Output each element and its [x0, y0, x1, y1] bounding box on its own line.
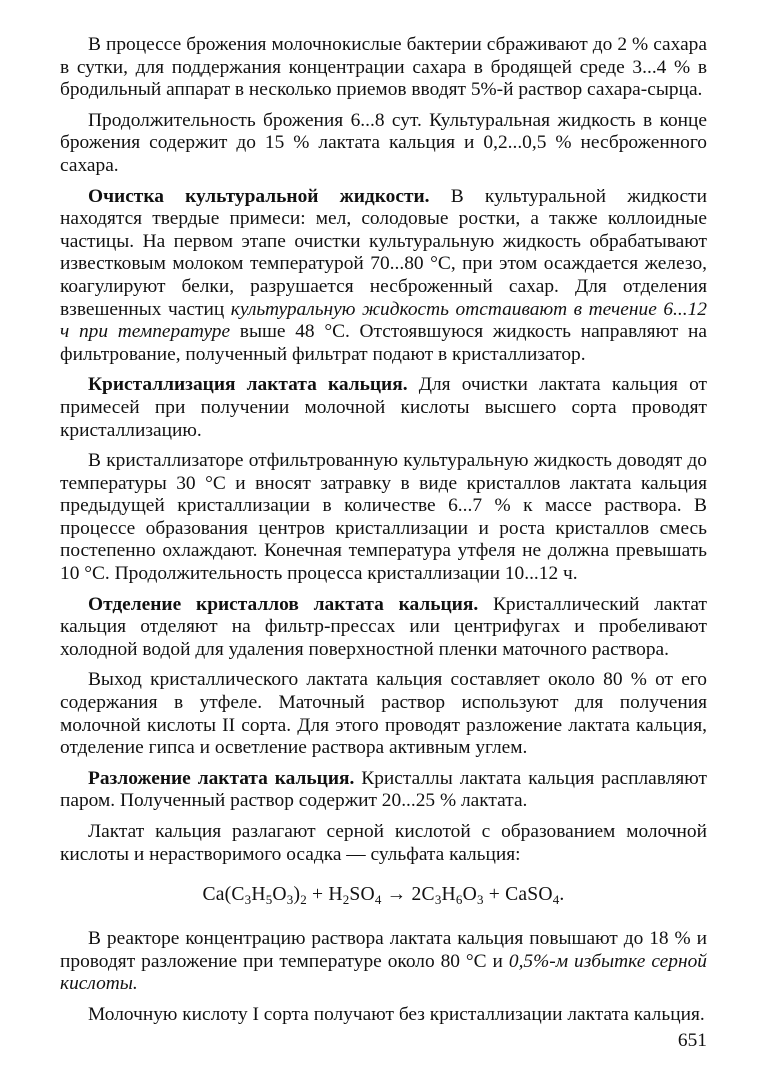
- paragraph-text: Кристаллы лактата кальция расплавляют паром. Полученный раствор содержит 20...25 % лактата.: [60, 767, 707, 812]
- paragraph-text: В кристаллизаторе отфильтрованную культуральную жидкость доводят до температуры 30 °С и вносят затравку в виде кристаллов лактата кальция предыдущей кристаллизации в количестве 6...7 % к массе раствора. В процессе образования центров кристаллизации и роста кристаллов смесь постепенно охлаждают. Конечная температура утфеля не должна превышать 10 °С. Продолжительность процесса кристаллизации 10...12 ч.: [60, 450, 707, 585]
- paragraph-text: Для очистки лактата кальция от примесей при получении молочной кислоты высшего сорта проводят кристаллизацию.: [60, 374, 707, 441]
- paragraph-text: выше 48 °С. Отстоявшуюся жидкость направляют на фильтрование, полученный фильтрат подают в кристаллизатор.: [60, 321, 707, 365]
- paragraph-crystallizer: [60, 450, 707, 586]
- paragraph-text: Выход кристаллического лактата кальция составляет около 80 % от его содержания в утфеле. Маточный раствор используют для получения молочной кислоты II сорта. Для этого проводят разложение лактата кальция, отделение гипса и осветление раствора активным углем.: [60, 669, 707, 759]
- paragraph-liquid-cleaning: [60, 186, 707, 367]
- paragraph-text: Кристаллический лактат кальция отделяют на фильтр-прессах или центрифугах и пробеливают холодной водой для удаления поверхностной пленки маточного раствора.: [60, 593, 707, 660]
- section-heading: Разложение лактата кальция.: [88, 767, 355, 789]
- paragraph-sulfuric-acid: [60, 821, 707, 866]
- paragraph-reactor: [60, 928, 707, 996]
- paragraph-crystallization: [60, 374, 707, 442]
- paragraph-text: Продолжительность брожения 6...8 сут. Культуральная жидкость в конце брожения содержит до 15 % лактата кальция и 0,2...0,5 % несброженного сахара.: [60, 109, 707, 176]
- paragraph-text: В культуральной жидкости находятся твердые примеси: мел, солодовые ростки, а также коллоидные частицы. На первом этапе очистки культуральную жидкость обрабатывают известковым молоком температурой 70...80 °С, при этом осаждается железо, коагулируют белки, разрушается несброженный сахар. Для отделения взвешенных частиц: [60, 185, 708, 320]
- section-heading: Отделение кристаллов лактата кальция.: [88, 593, 479, 615]
- paragraph-decomposition: [60, 768, 707, 813]
- chemical-equation: $Ca(C_3H_5O_3)_2 + H_2SO_4 \to 2C_3H_6O_3$ + CaSO$_4$.: [202, 884, 565, 908]
- section-heading: Кристаллизация лактата кальция.: [88, 374, 408, 396]
- paragraph-text: В реакторе концентрацию раствора лактата кальция повышают до 18 % и проводят разложение при температуре около 80 °С и: [60, 928, 707, 972]
- paragraph-first-grade: [60, 1004, 707, 1027]
- paragraph-crystal-separation: [60, 594, 707, 662]
- paragraph-text: В процессе брожения молочнокислые бактерии сбраживают до 2 % сахара в сутки, для поддержания концентрации сахара в бродящей среде 3...4 % в бродильный аппарат в несколько приемов вводят 5%-й раствор сахара-сырца.: [60, 34, 707, 101]
- paragraph-fermentation-sugar: [60, 34, 707, 102]
- paragraph-yield: [60, 669, 707, 759]
- paragraph-text: Лактат кальция разлагают серной кислотой с образованием молочной кислоты и нерастворимого осадка — сульфата кальция:: [60, 821, 707, 865]
- page-number: 651: [677, 1030, 707, 1051]
- paragraph-text: Молочную кислоту I сорта получают без кристаллизации лактата кальция.: [88, 1003, 705, 1025]
- paragraph-fermentation-duration: [60, 110, 707, 178]
- section-heading: Очистка культуральной жидкости.: [88, 185, 430, 207]
- italic-text: культуральную жидкость отстаивают в течение 6...12 ч при температуре: [60, 298, 707, 343]
- italic-text: 0,5%-м избытке серной кислоты.: [60, 950, 707, 995]
